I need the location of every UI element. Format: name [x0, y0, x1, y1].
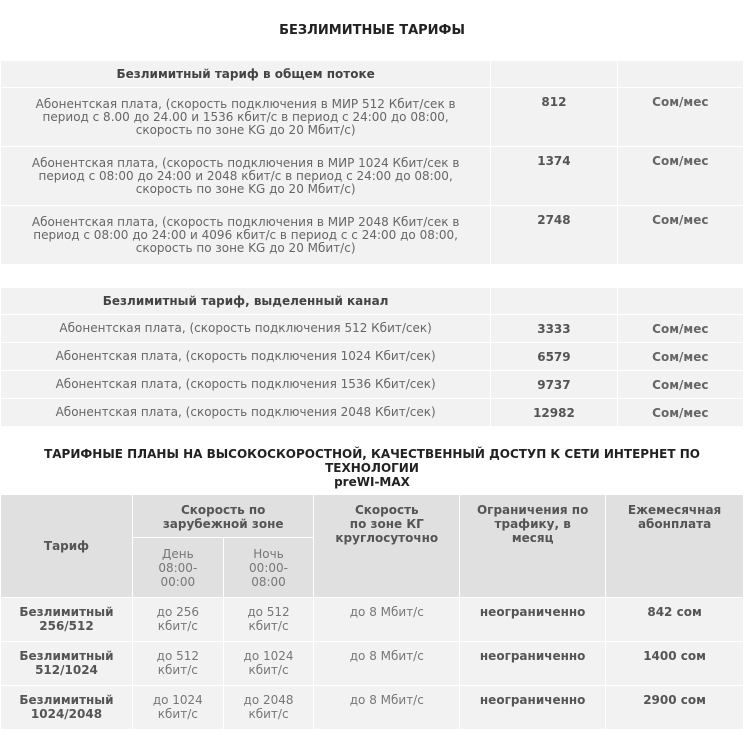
- day-speed: до 512 кбит/с: [132, 642, 223, 686]
- dedicated-header: Безлимитный тариф, выделенный канал: [1, 288, 491, 315]
- tariff-name: Безлимитный 256/512: [1, 598, 133, 642]
- tariff-name: Безлимитный 512/1024: [1, 642, 133, 686]
- tariff-description: Абонентская плата, (скорость подключения 1024 Кбит/сек): [1, 343, 491, 371]
- header-foreign-speed: Скорость по зарубежной зоне: [132, 495, 313, 538]
- tariff-description: Абонентская плата, (скорость подключения в МИР 2048 Кбит/сек в период с 08:00 до 24:00 и 4096 кбит/с в период с с 24:00 до 08:00, скорость по зоне KG до 20 Мбит/с): [1, 206, 491, 265]
- tariff-unit: Сом/мес: [617, 399, 743, 427]
- table-header-row: [1, 495, 744, 538]
- table-row: [1, 343, 744, 371]
- tariff-unit: Сом/мес: [617, 343, 743, 371]
- table-row: [1, 88, 744, 147]
- tariff-description: Абонентская плата, (скорость подключения 1536 Кбит/сек): [1, 371, 491, 399]
- kg-speed: до 8 Мбит/с: [314, 598, 460, 642]
- section-title: ТАРИФНЫЕ ПЛАНЫ НА ВЫСОКОСКОРОСТНОЙ, КАЧЕСТВЕННЫЙ ДОСТУП К СЕТИ ИНТЕРНЕТ ПО ТЕХНОЛОГИИ preWI-MAX: [44, 447, 700, 489]
- table-row: [1, 206, 744, 265]
- traffic-limit: неограниченно: [460, 598, 606, 642]
- tariff-unit: Сом/мес: [617, 147, 743, 206]
- tariff-price: 2748: [491, 206, 617, 265]
- table-row: [1, 598, 744, 642]
- header-monthly-fee: Ежемесячная абонплата: [606, 495, 744, 598]
- tariff-description: Абонентская плата, (скорость подключения в МИР 512 Кбит/сек в период с 8.00 до 24.00 и 1536 кбит/с в период с 24:00 до 08:00, скорость по зоне KG до 20 Мбит/с): [1, 88, 491, 147]
- traffic-limit: неограниченно: [460, 642, 606, 686]
- tariff-price: 12982: [491, 399, 617, 427]
- kg-speed: до 8 Мбит/с: [314, 642, 460, 686]
- header-traffic-limit: Ограничения по трафику, в месяц: [460, 495, 606, 598]
- traffic-limit: неограниченно: [460, 686, 606, 730]
- tariff-unit: Сом/мес: [617, 206, 743, 265]
- tariff-price: 6579: [491, 343, 617, 371]
- monthly-fee: 2900 сом: [606, 686, 744, 730]
- wimax-tariff-table: [0, 494, 744, 730]
- day-speed: до 256 кбит/с: [132, 598, 223, 642]
- tariff-price: 9737: [491, 371, 617, 399]
- tariff-description: Абонентская плата, (скорость подключения 2048 Кбит/сек): [1, 399, 491, 427]
- shared-header: Безлимитный тариф в общем потоке: [1, 61, 491, 88]
- header-day: День 08:00- 00:00: [132, 538, 223, 598]
- table-header-row: [1, 61, 744, 88]
- night-speed: до 2048 кбит/с: [223, 686, 314, 730]
- tariff-price: 3333: [491, 315, 617, 343]
- dedicated-tariff-table: [0, 287, 744, 427]
- tariff-description: Абонентская плата, (скорость подключения 512 Кбит/сек): [1, 315, 491, 343]
- table-row: [1, 147, 744, 206]
- monthly-fee: 1400 сом: [606, 642, 744, 686]
- table-header-row: [1, 288, 744, 315]
- table-row: [1, 315, 744, 343]
- kg-speed: до 8 Мбит/с: [314, 686, 460, 730]
- night-speed: до 512 кбит/с: [223, 598, 314, 642]
- table-row: [1, 399, 744, 427]
- header-kg-speed: Скорость по зоне КГ круглосуточно: [314, 495, 460, 598]
- header-night: Ночь 00:00- 08:00: [223, 538, 314, 598]
- tariff-name: Безлимитный 1024/2048: [1, 686, 133, 730]
- night-speed: до 1024 кбит/с: [223, 642, 314, 686]
- tariff-unit: Сом/мес: [617, 88, 743, 147]
- table-row: [1, 371, 744, 399]
- day-speed: до 1024 кбит/с: [132, 686, 223, 730]
- tariff-unit: Сом/мес: [617, 371, 743, 399]
- monthly-fee: 842 сом: [606, 598, 744, 642]
- tariff-description: Абонентская плата, (скорость подключения в МИР 1024 Кбит/сек в период с 08:00 до 24:00 и 2048 кбит/с в период с 24:00 до 08:00, скорость по зоне KG до 20 Мбит/с): [1, 147, 491, 206]
- table-row: [1, 642, 744, 686]
- tariff-price: 812: [491, 88, 617, 147]
- tariff-unit: Сом/мес: [617, 315, 743, 343]
- header-tariff: Тариф: [1, 495, 133, 598]
- table-row: [1, 686, 744, 730]
- tariff-price: 1374: [491, 147, 617, 206]
- shared-tariff-table: [0, 60, 744, 265]
- page-title: БЕЗЛИМИТНЫЕ ТАРИФЫ: [279, 23, 465, 38]
